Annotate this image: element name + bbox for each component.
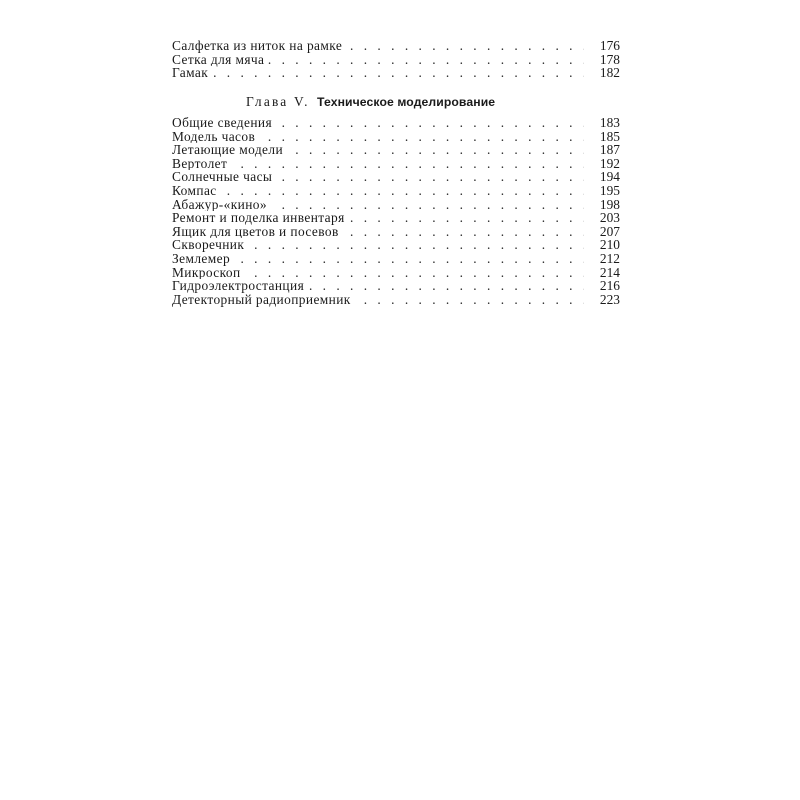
toc-entry <box>172 184 620 198</box>
toc-entry <box>172 66 620 80</box>
toc-entry <box>172 116 620 130</box>
toc-entry <box>172 211 620 225</box>
dot-leader <box>172 184 584 198</box>
toc-entry-title: Сетка для мяча <box>172 53 268 67</box>
toc-entry-page-number: 203 <box>599 210 620 226</box>
toc-entry-page-number: 223 <box>599 291 620 307</box>
toc-entry <box>172 266 620 280</box>
toc-entry <box>172 293 620 307</box>
toc-entry-title: Гамак <box>172 66 212 80</box>
toc-entry <box>172 53 620 67</box>
toc-entry-page-number: 214 <box>599 264 620 280</box>
toc-entry-title: Скворечник <box>172 238 248 252</box>
toc-entry-title: Ящик для цветов и посевов <box>172 225 343 239</box>
toc-list-previous-chapter <box>172 39 620 80</box>
toc-entry-title: Детекторный радиоприемник <box>172 293 355 307</box>
toc-entry-page-number: 210 <box>599 237 620 253</box>
chapter-title: Техническое моделирование <box>317 95 496 109</box>
toc-entry-page-number: 195 <box>599 182 620 198</box>
toc-entry-page-number: 216 <box>599 278 620 294</box>
toc-entry-title: Летающие модели <box>172 143 287 157</box>
toc-entry-page-number: 176 <box>599 38 620 53</box>
toc-entry-title: Абажур-«кино» <box>172 198 271 212</box>
chapter-label: Глава V. <box>246 94 310 109</box>
toc-list-chapter-5 <box>172 116 620 306</box>
toc-entry <box>172 225 620 239</box>
toc-entry <box>172 279 620 293</box>
toc-entry <box>172 198 620 212</box>
toc-entry-title: Микроскоп <box>172 266 245 280</box>
toc-entry-title: Модель часов <box>172 130 259 144</box>
toc-entry-page-number: 212 <box>599 250 620 266</box>
toc-entry-title: Ремонт и поделка инвентаря <box>172 211 349 225</box>
toc-entry-page-number: 194 <box>599 169 620 185</box>
toc-entry-title: Салфетка из ниток на рамке <box>172 39 346 53</box>
toc-entry-title: Гидроэлектростанция <box>172 279 308 293</box>
toc-entry-title: Общие сведения <box>172 116 276 130</box>
toc-entry-title: Компас <box>172 184 221 198</box>
toc-entry-title: Солнечные часы <box>172 170 276 184</box>
toc-entry <box>172 130 620 144</box>
toc-entry-page-number: 178 <box>599 51 620 67</box>
toc-entry-page-number: 192 <box>599 155 620 171</box>
toc-entry <box>172 39 620 53</box>
chapter-heading <box>246 95 495 109</box>
toc-entry <box>172 252 620 266</box>
toc-entry-page-number: 198 <box>599 196 620 212</box>
toc-entry-title: Землемер <box>172 252 234 266</box>
toc-entry-page-number: 187 <box>599 142 620 158</box>
toc-entry <box>172 143 620 157</box>
toc-entry <box>172 238 620 252</box>
toc-entry-page-number: 182 <box>599 65 620 81</box>
toc-entry-page-number: 183 <box>599 115 620 130</box>
toc-entry <box>172 157 620 171</box>
toc-entry-page-number: 207 <box>599 223 620 239</box>
dot-leader <box>172 157 584 171</box>
toc-entry-page-number: 185 <box>599 128 620 144</box>
toc-entry <box>172 170 620 184</box>
toc-entry-title: Вертолет <box>172 157 231 171</box>
dot-leader <box>172 66 584 80</box>
